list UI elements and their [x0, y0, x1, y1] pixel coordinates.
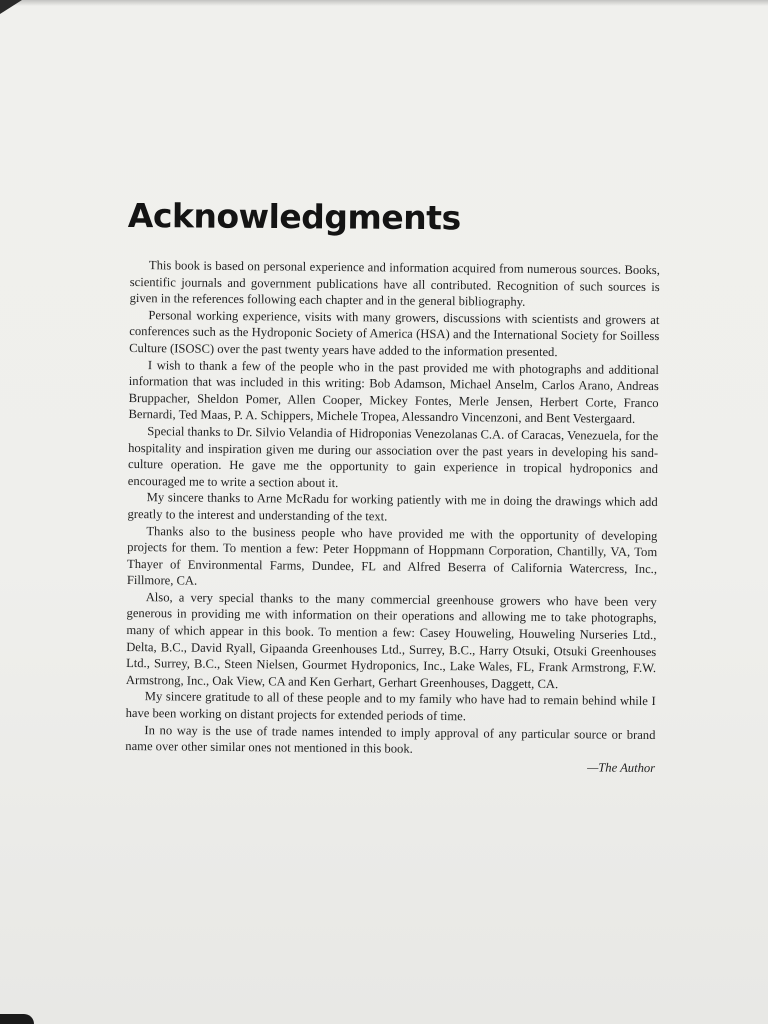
paragraph: My sincere gratitude to all of these people and to my family who have had to remain behind while I have been working on distant projects for extended periods of time. — [125, 689, 656, 724]
paragraph: Also, a very special thanks to the many commercial greenhouse growers who have been very generous in providing me with information on their operations and allowing me to take photographs, many of which appear in this book. To mention a few: Casey Houweling, Houweling Nurseries Ltd., Delta, B.C., David Ryall, Gipaanda Greenhouses Ltd., Surrey, B.C., Harry Otsuki, Otsuki Greenhouses Ltd., Surrey, B.C., Steen Nielsen, Gourmet Hydroponics, Inc., Lake Wales, FL, Frank Armstrong, F.W. Armstrong, Inc., Oak View, CA and Ken Gerhart, Gerhart Greenhouses, Daggett, CA. — [125, 590, 657, 691]
corner-mark-top — [0, 0, 22, 14]
page-top-shadow — [0, 0, 768, 6]
paragraph: This book is based on personal experience and information acquired from numerous sources. Books, scientific journals and government publications have all contributed. Recognition of such sources is given in the references following each chapter and in the general bibliography. — [129, 258, 660, 309]
author-signature: —The Author — [587, 760, 656, 775]
paragraph: I wish to thank a few of the people who in the past provided me with photographs and additional information that was included in this writing: Bob Adamson, Michael Anselm, Carlos Arano, Andreas Bruppacher, Sheldon Pomer, Allen Cooper, Mickey Fontes, Merle Jensen, Herbert Corte, Franco Bernardi, Ted Maas, P. A. Schippers, Michele Tropea, Alessandro Vincenzoni, and Bent Vestergaard. — [128, 357, 660, 427]
paragraph: My sincere thanks to Arne McRadu for working patiently with me in doing the drawings which add greatly to the interest and understanding of the text. — [127, 490, 658, 524]
paragraph: In no way is the use of trade names intended to imply approval of any particular source or brand name over other similar ones not mentioned in this book. — [125, 722, 656, 756]
paragraph: Thanks also to the business people who have provided me with the opportunity of developing projects for them. To mention a few: Peter Hoppmann of Hoppmann Corporation, Chantilly, VA, Tom Thayer of Environmental Farms, Dundee, FL and Alfred Beserra of California Watercress, Inc., Fillmore, CA. — [126, 523, 658, 588]
page-heading: Acknowledgments — [127, 196, 461, 238]
paragraph: Special thanks to Dr. Silvio Velandia of Hidroponias Venezolanas C.A. of Caracas, Venezuela, for the hospitality and inspiration given me during our association over the past years in developing his sand-culture operation. He gave me the opportunity to gain experience in tropical hydroponics and encouraged me to write a section about it. — [127, 424, 659, 490]
paragraph: Personal working experience, visits with many growers, discussions with scientists and growers at conferences such as the Hydroponic Society of America (HSA) and the International Society for Soilless Culture (ISOSC) over the past twenty years have added to the information presented. — [129, 307, 660, 360]
acknowledgments-body — [125, 257, 660, 776]
corner-mark-bottom — [0, 1014, 34, 1024]
